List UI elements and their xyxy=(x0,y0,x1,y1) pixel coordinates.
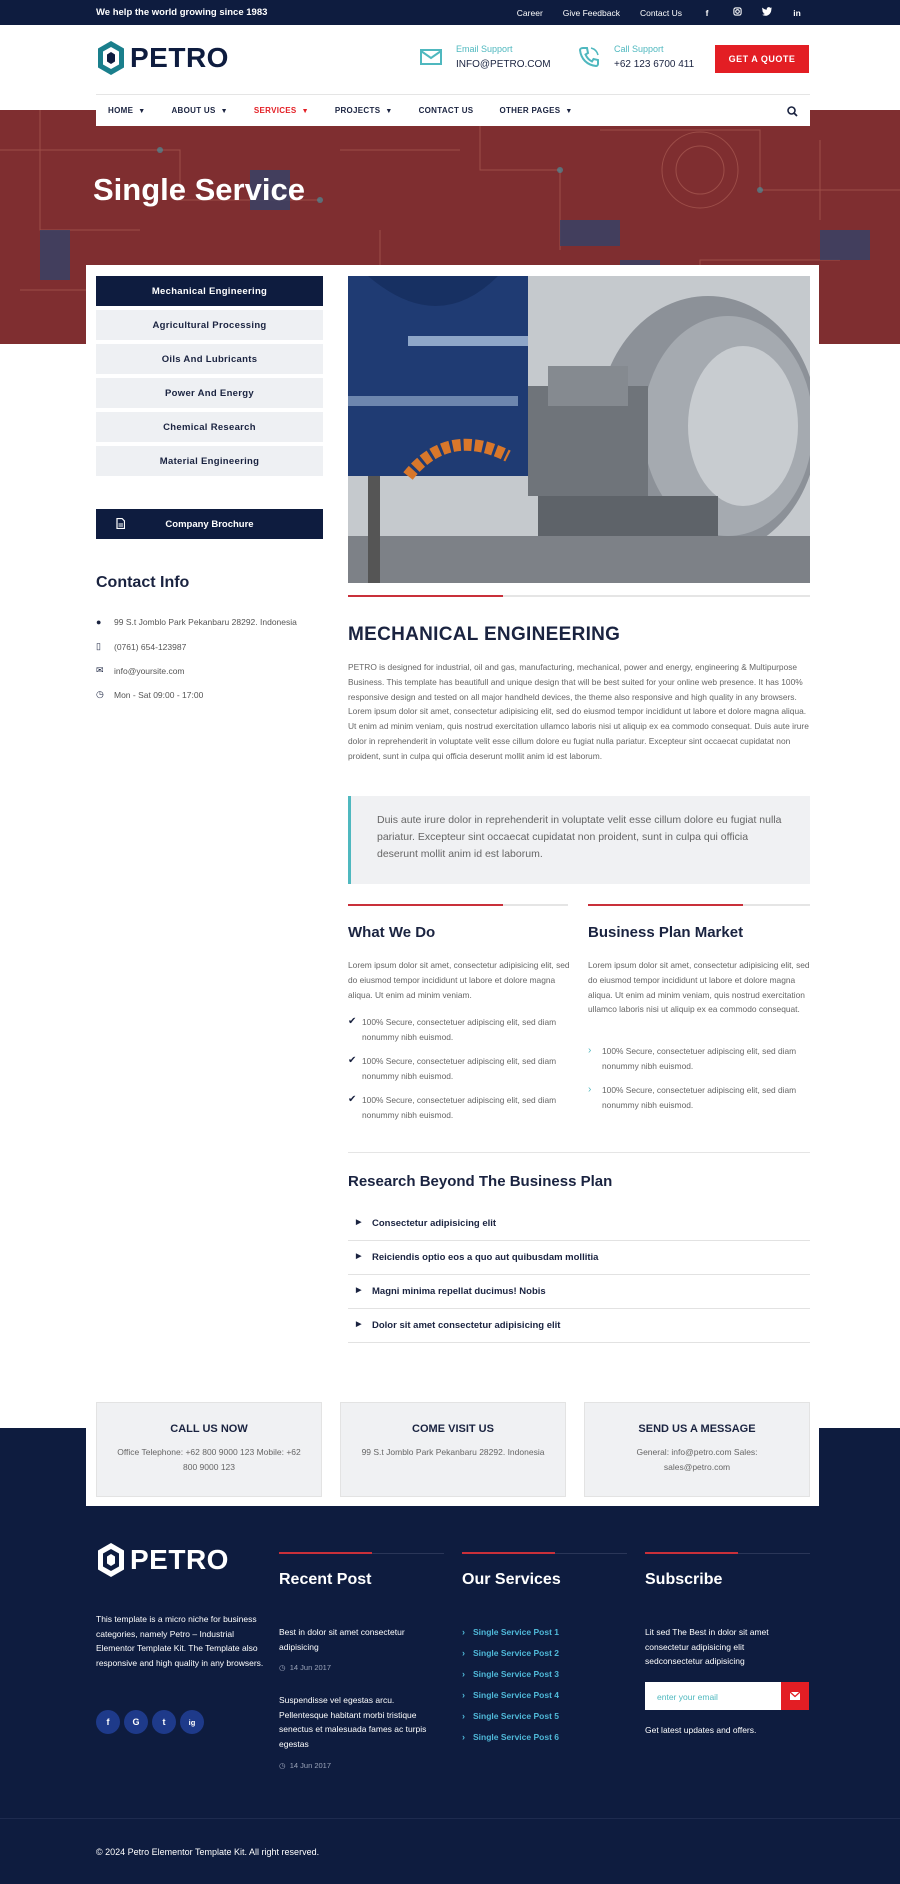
list-item: › 100% Secure, consectetuer adipiscing elit, sed diam nonummy nibh euismod. xyxy=(588,1083,810,1112)
caret-right-icon: ▶ xyxy=(356,1219,362,1226)
footer-divider xyxy=(279,1553,444,1554)
subscribe-text: Lit sed The Best in dolor sit amet consectetur adipisicing elit sedconsectetur adipisicing xyxy=(645,1627,769,1666)
chevron-down-icon: ▼ xyxy=(565,108,573,115)
accordion-item[interactable]: ▶ Consectetur adipisicing elit xyxy=(348,1207,810,1241)
contact-info-title: Contact Info xyxy=(96,574,190,591)
section-divider xyxy=(348,1152,810,1153)
sidebar-item-power-and-energy[interactable]: Power And Energy xyxy=(96,378,323,408)
nav-projects[interactable]: PROJECTS ▼ xyxy=(334,106,393,115)
footer-about: This template is a micro niche for business categories, namely Petro – Industrial Elementor Template Kit. The Template also responsive and high quality in any browsers. xyxy=(96,1614,264,1668)
page-title: Single Service xyxy=(93,172,305,207)
card-title: COME VISIT US xyxy=(412,1423,494,1435)
call-us-card xyxy=(96,1402,322,1497)
chevron-right-icon: › xyxy=(462,1711,465,1721)
caret-right-icon: ▶ xyxy=(356,1253,362,1260)
chevron-right-icon: › xyxy=(588,1084,592,1095)
list-item: ✔ 100% Secure, consectetuer adipiscing elit, sed diam nonummy nibh euismod. xyxy=(348,1015,570,1044)
what-we-do-title: What We Do xyxy=(348,924,436,941)
card-text: General: info@petro.com Sales: sales@petro.com xyxy=(636,1447,758,1472)
message-card xyxy=(584,1402,810,1497)
nav-services[interactable]: SERVICES ▼ xyxy=(253,106,309,115)
section-divider xyxy=(588,904,810,906)
section-divider xyxy=(348,595,810,597)
footer-service-link[interactable]: › Single Service Post 6 xyxy=(462,1732,559,1742)
clock-icon: ◷ xyxy=(279,1663,286,1672)
facebook-icon[interactable]: f xyxy=(705,7,709,18)
contact-address: ● 99 S.t Jomblo Park Pekanbaru 28292. Indonesia xyxy=(96,617,297,627)
email-support xyxy=(418,44,551,70)
subscribe-title: Subscribe xyxy=(645,1571,723,1588)
instagram-icon[interactable] xyxy=(732,7,742,18)
file-icon xyxy=(116,518,125,532)
chevron-down-icon: ▼ xyxy=(385,108,393,115)
list-item: ✔ 100% Secure, consectetuer adipiscing elit, sed diam nonummy nibh euismod. xyxy=(348,1054,570,1083)
sidebar-item-agricultural-processing[interactable]: Agricultural Processing xyxy=(96,310,323,340)
footer-divider xyxy=(0,1818,900,1819)
twitter-icon[interactable]: t xyxy=(152,1710,176,1734)
chevron-down-icon: ▼ xyxy=(138,108,146,115)
footer-service-link[interactable]: › Single Service Post 3 xyxy=(462,1669,559,1679)
sidebar-item-oils-and-lubricants[interactable]: Oils And Lubricants xyxy=(96,344,323,374)
accordion-item[interactable]: ▶ Reiciendis optio eos a quo aut quibusdam mollitia xyxy=(348,1241,810,1275)
service-image xyxy=(348,276,810,583)
card-title: SEND US A MESSAGE xyxy=(638,1423,756,1435)
services-sidebar xyxy=(96,276,323,480)
clock-icon: ◷ xyxy=(279,1761,286,1770)
chevron-right-icon: › xyxy=(588,1045,592,1056)
career-link[interactable]: Career xyxy=(516,7,543,18)
card-text: 99 S.t Jomblo Park Pekanbaru 28292. Indonesia xyxy=(361,1447,545,1457)
recent-post-link[interactable]: Suspendisse vel egestas arcu. Pellentesque habitant morbi tristique senectus et malesuada fames ac turpis egestas xyxy=(279,1695,427,1749)
brochure-label: Company Brochure xyxy=(165,518,254,530)
card-text: Office Telephone: +62 800 9000 123 Mobile: +62 800 9000 123 xyxy=(117,1447,301,1472)
search-icon[interactable] xyxy=(787,104,798,122)
nav-other-pages[interactable]: OTHER PAGES ▼ xyxy=(499,106,573,115)
our-services-title: Our Services xyxy=(462,1571,561,1588)
accordion-item[interactable]: ▶ Magni minima repellat ducimus! Nobis xyxy=(348,1275,810,1309)
caret-right-icon: ▶ xyxy=(356,1321,362,1328)
post-date: ◷ 14 Jun 2017 xyxy=(279,1761,332,1770)
business-plan-title: Business Plan Market xyxy=(588,924,744,941)
check-icon: ✔ xyxy=(348,1094,357,1105)
check-icon: ✔ xyxy=(348,1055,357,1066)
what-we-do-text: Lorem ipsum dolor sit amet, consectetur adipisicing elit, sed do eiusmod tempor incididunt ut labore et dolore magna aliqua. Ut enim ad minim veniam. xyxy=(348,960,570,1000)
footer-service-link[interactable]: › Single Service Post 1 xyxy=(462,1627,559,1637)
linkedin-icon[interactable]: in xyxy=(793,7,801,18)
email-value[interactable]: INFO@PETRO.COM xyxy=(456,59,551,70)
logo-text: PETRO xyxy=(130,42,229,73)
card-title: CALL US NOW xyxy=(170,1423,248,1435)
tagline: We help the world growing since 1983 xyxy=(96,7,268,18)
petro-logo-icon xyxy=(96,1542,126,1578)
footer-service-link[interactable]: › Single Service Post 2 xyxy=(462,1648,559,1658)
logo-text: PETRO xyxy=(130,1544,229,1575)
nav-contact-us[interactable]: CONTACT US xyxy=(418,106,474,115)
top-bar xyxy=(0,0,900,25)
map-marker-icon: ● xyxy=(96,617,102,627)
list-item: ✔ 100% Secure, consectetuer adipiscing elit, sed diam nonummy nibh euismod. xyxy=(348,1093,570,1122)
chevron-right-icon: › xyxy=(462,1669,465,1679)
footer-divider xyxy=(645,1553,810,1554)
check-icon: ✔ xyxy=(348,1016,357,1027)
main-nav xyxy=(96,94,810,126)
sidebar-item-material-engineering[interactable]: Material Engineering xyxy=(96,446,323,476)
quote-block: Duis aute irure dolor in reprehenderit in voluptate velit esse cillum dolore eu fugiat nulla pariatur. Excepteur sint occaecat cupidatat non proident, sunt in culpa qui officia deserunt mollit anim id est laborum. xyxy=(348,796,810,884)
call-support xyxy=(576,44,694,70)
subscribe-note: Get latest updates and offers. xyxy=(645,1725,757,1735)
sidebar-item-chemical-research[interactable]: Chemical Research xyxy=(96,412,323,442)
footer-service-link[interactable]: › Single Service Post 5 xyxy=(462,1711,559,1721)
subscribe-button[interactable] xyxy=(781,1682,809,1710)
service-intro: PETRO is designed for industrial, oil and gas, manufacturing, mechanical, power and energy, engineering & Multipurpose Business. This template has beautifull and unique design that will be best suited for your online web presence. It has 100% responsive design and tested on all major handheld devices, the theme also responsive and high quality in any browsers. Lorem ipsum dolor sit amet, consectetur adipisicing elit, sed do eiusmod tempor incididunt ut labore et dolore magna aliqua. Ut enim ad minim veniam, quis nostrud exercitation ullamco laboris nisi ut aliquip ex ea commodo consequat. Duis aute irure dolor in reprehenderit in voluptate velit esse cillum dolore eu fugiat nulla pariatur. Excepteur sint occaecat cupidatat non proident, sunt in culpa qui officia deserunt mollit anim id est laborum. xyxy=(348,662,809,761)
chevron-right-icon: › xyxy=(462,1732,465,1742)
footer-service-link[interactable]: › Single Service Post 4 xyxy=(462,1690,559,1700)
get-a-quote-button[interactable]: GET A QUOTE xyxy=(715,45,809,73)
contact-phone: ▯ (0761) 654-123987 xyxy=(96,641,187,652)
section-divider xyxy=(348,904,568,906)
sidebar-item-mechanical-engineering[interactable]: Mechanical Engineering xyxy=(96,276,323,306)
recent-post-link[interactable]: Best in dolor sit amet consectetur adipisicing xyxy=(279,1627,405,1652)
petro-logo-icon xyxy=(96,40,126,76)
chevron-down-icon: ▼ xyxy=(301,108,309,115)
envelope-icon: ✉ xyxy=(96,665,104,675)
footer-logo[interactable] xyxy=(96,1542,229,1578)
call-label: Call Support xyxy=(614,44,664,54)
chevron-right-icon: › xyxy=(462,1690,465,1700)
post-date: ◷ 14 Jun 2017 xyxy=(279,1663,332,1672)
footer-divider xyxy=(462,1553,627,1554)
top-links xyxy=(517,7,802,18)
copyright: © 2024 Petro Elementor Template Kit. All right reserved. xyxy=(96,1847,320,1857)
list-item: › 100% Secure, consectetuer adipiscing elit, sed diam nonummy nibh euismod. xyxy=(588,1044,810,1073)
facebook-icon[interactable]: f xyxy=(96,1710,120,1734)
envelope-icon xyxy=(418,44,444,70)
envelope-icon xyxy=(781,1682,809,1710)
research-title: Research Beyond The Business Plan xyxy=(348,1173,613,1190)
contact-hours: ◷ Mon - Sat 09:00 - 17:00 xyxy=(96,689,204,700)
business-plan-text: Lorem ipsum dolor sit amet, consectetur adipisicing elit, sed do eiusmod tempor incididunt ut labore et dolore magna aliqua. Ut enim ad minim veniam, quis nostrud exercitation ullamco laboris nisi ut aliquip ex ea commodo consequat. xyxy=(588,960,810,1015)
caret-right-icon: ▶ xyxy=(356,1287,362,1294)
mobile-icon: ▯ xyxy=(96,641,101,651)
recent-post-title: Recent Post xyxy=(279,1571,372,1588)
twitter-icon[interactable] xyxy=(762,7,772,18)
contact-email[interactable]: ✉ info@yoursite.com xyxy=(96,665,185,676)
chevron-down-icon: ▼ xyxy=(220,108,228,115)
site-logo[interactable] xyxy=(96,40,229,76)
contact-link[interactable]: Contact Us xyxy=(639,7,682,18)
nav-home[interactable]: HOME ▼ xyxy=(108,106,146,115)
email-label: Email Support xyxy=(456,44,513,54)
call-value[interactable]: +62 123 6700 411 xyxy=(614,59,695,70)
chevron-right-icon: › xyxy=(462,1648,465,1658)
feedback-link[interactable]: Give Feedback xyxy=(562,7,620,18)
accordion-item[interactable]: ▶ Dolor sit amet consectetur adipisicing elit xyxy=(348,1309,810,1343)
google-icon[interactable]: G xyxy=(124,1710,148,1734)
nav-about-us[interactable]: ABOUT US ▼ xyxy=(171,106,228,115)
service-title: MECHANICAL ENGINEERING xyxy=(348,624,621,645)
company-brochure-button[interactable] xyxy=(96,509,323,539)
instagram-icon[interactable]: ig xyxy=(180,1710,204,1734)
visit-us-card xyxy=(340,1402,566,1497)
phone-icon xyxy=(576,44,602,70)
chevron-right-icon: › xyxy=(462,1627,465,1637)
subscribe-email-input[interactable]: enter your email xyxy=(645,1682,781,1710)
clock-icon: ◷ xyxy=(96,689,104,699)
